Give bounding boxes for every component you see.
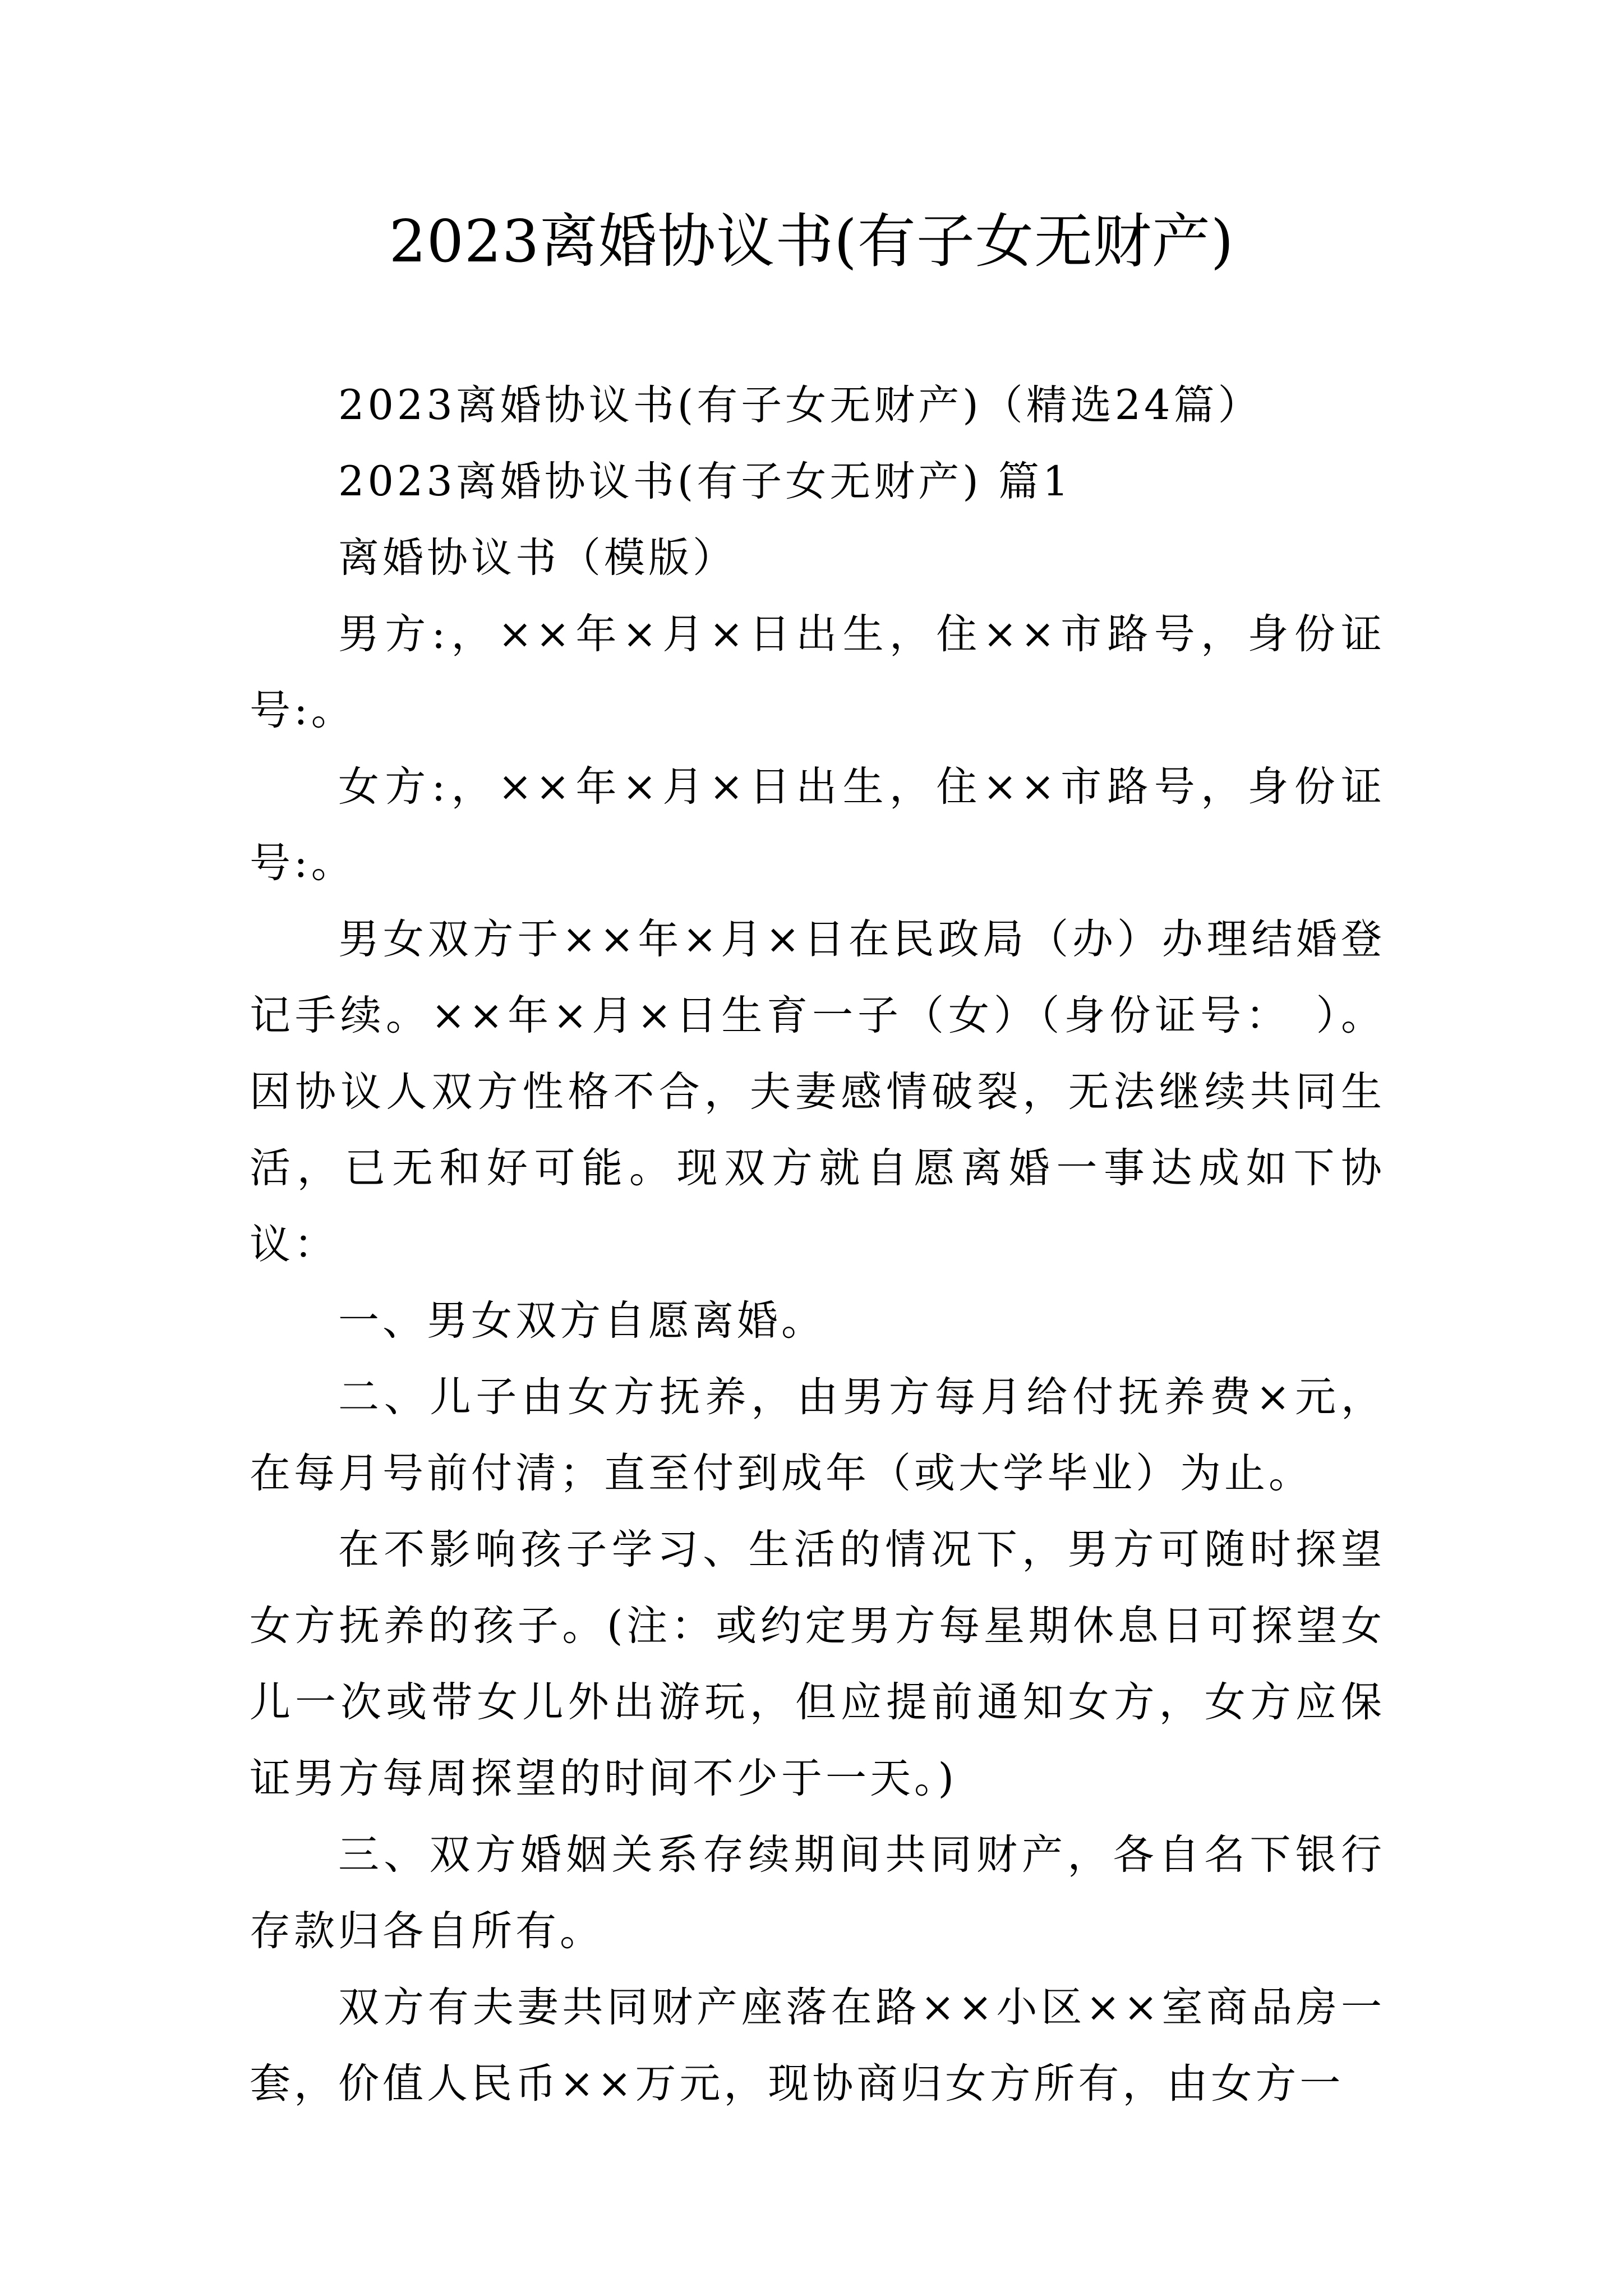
- document-body: [250, 367, 1385, 2122]
- paragraph-clause-2: 二、儿子由女方抚养，由男方每月给付抚养费×元，在每月号前付清；直至付到成年（或大学毕业）为止。: [250, 1373, 1385, 1497]
- paragraph-property: 双方有夫妻共同财产座落在路××小区××室商品房一套，价值人民币××万元，现协商归女方所有，由女方一: [250, 1984, 1385, 2108]
- paragraph-template-label: 离婚协议书（模版）: [338, 534, 737, 582]
- paragraph-male-party: 男方:，××年×月×日出生，住××市路号，身份证号:。: [250, 610, 1385, 734]
- paragraph-clause-1: 一、男女双方自愿离婚。: [338, 1297, 826, 1345]
- paragraph-collection-heading: 2023离婚协议书(有子女无财产)（精选24篇）: [338, 381, 1262, 429]
- document-title: 2023离婚协议书(有子女无财产): [389, 207, 1234, 275]
- paragraph-marriage-background: 男女双方于××年×月×日在民政局（办）办理结婚登记手续。××年×月×日生育一子（女）（身份证号： ）。因协议人双方性格不合，夫妻感情破裂，无法继续共同生活，已无和好可能。现双方就自愿离婚一事达成如下协议：: [250, 915, 1385, 1268]
- paragraph-article-heading: 2023离婚协议书(有子女无财产) 篇1: [338, 458, 1072, 505]
- paragraph-visitation: 在不影响孩子学习、生活的情况下，男方可随时探望女方抚养的孩子。(注：或约定男方每星期休息日可探望女儿一次或带女儿外出游玩，但应提前通知女方，女方应保证男方每周探望的时间不少于一天。): [250, 1526, 1385, 1802]
- paragraph-clause-3: 三、双方婚姻关系存续期间共同财产，各自名下银行存款归各自所有。: [250, 1831, 1385, 1955]
- paragraph-female-party: 女方:，××年×月×日出生，住××市路号，身份证号:。: [250, 763, 1385, 887]
